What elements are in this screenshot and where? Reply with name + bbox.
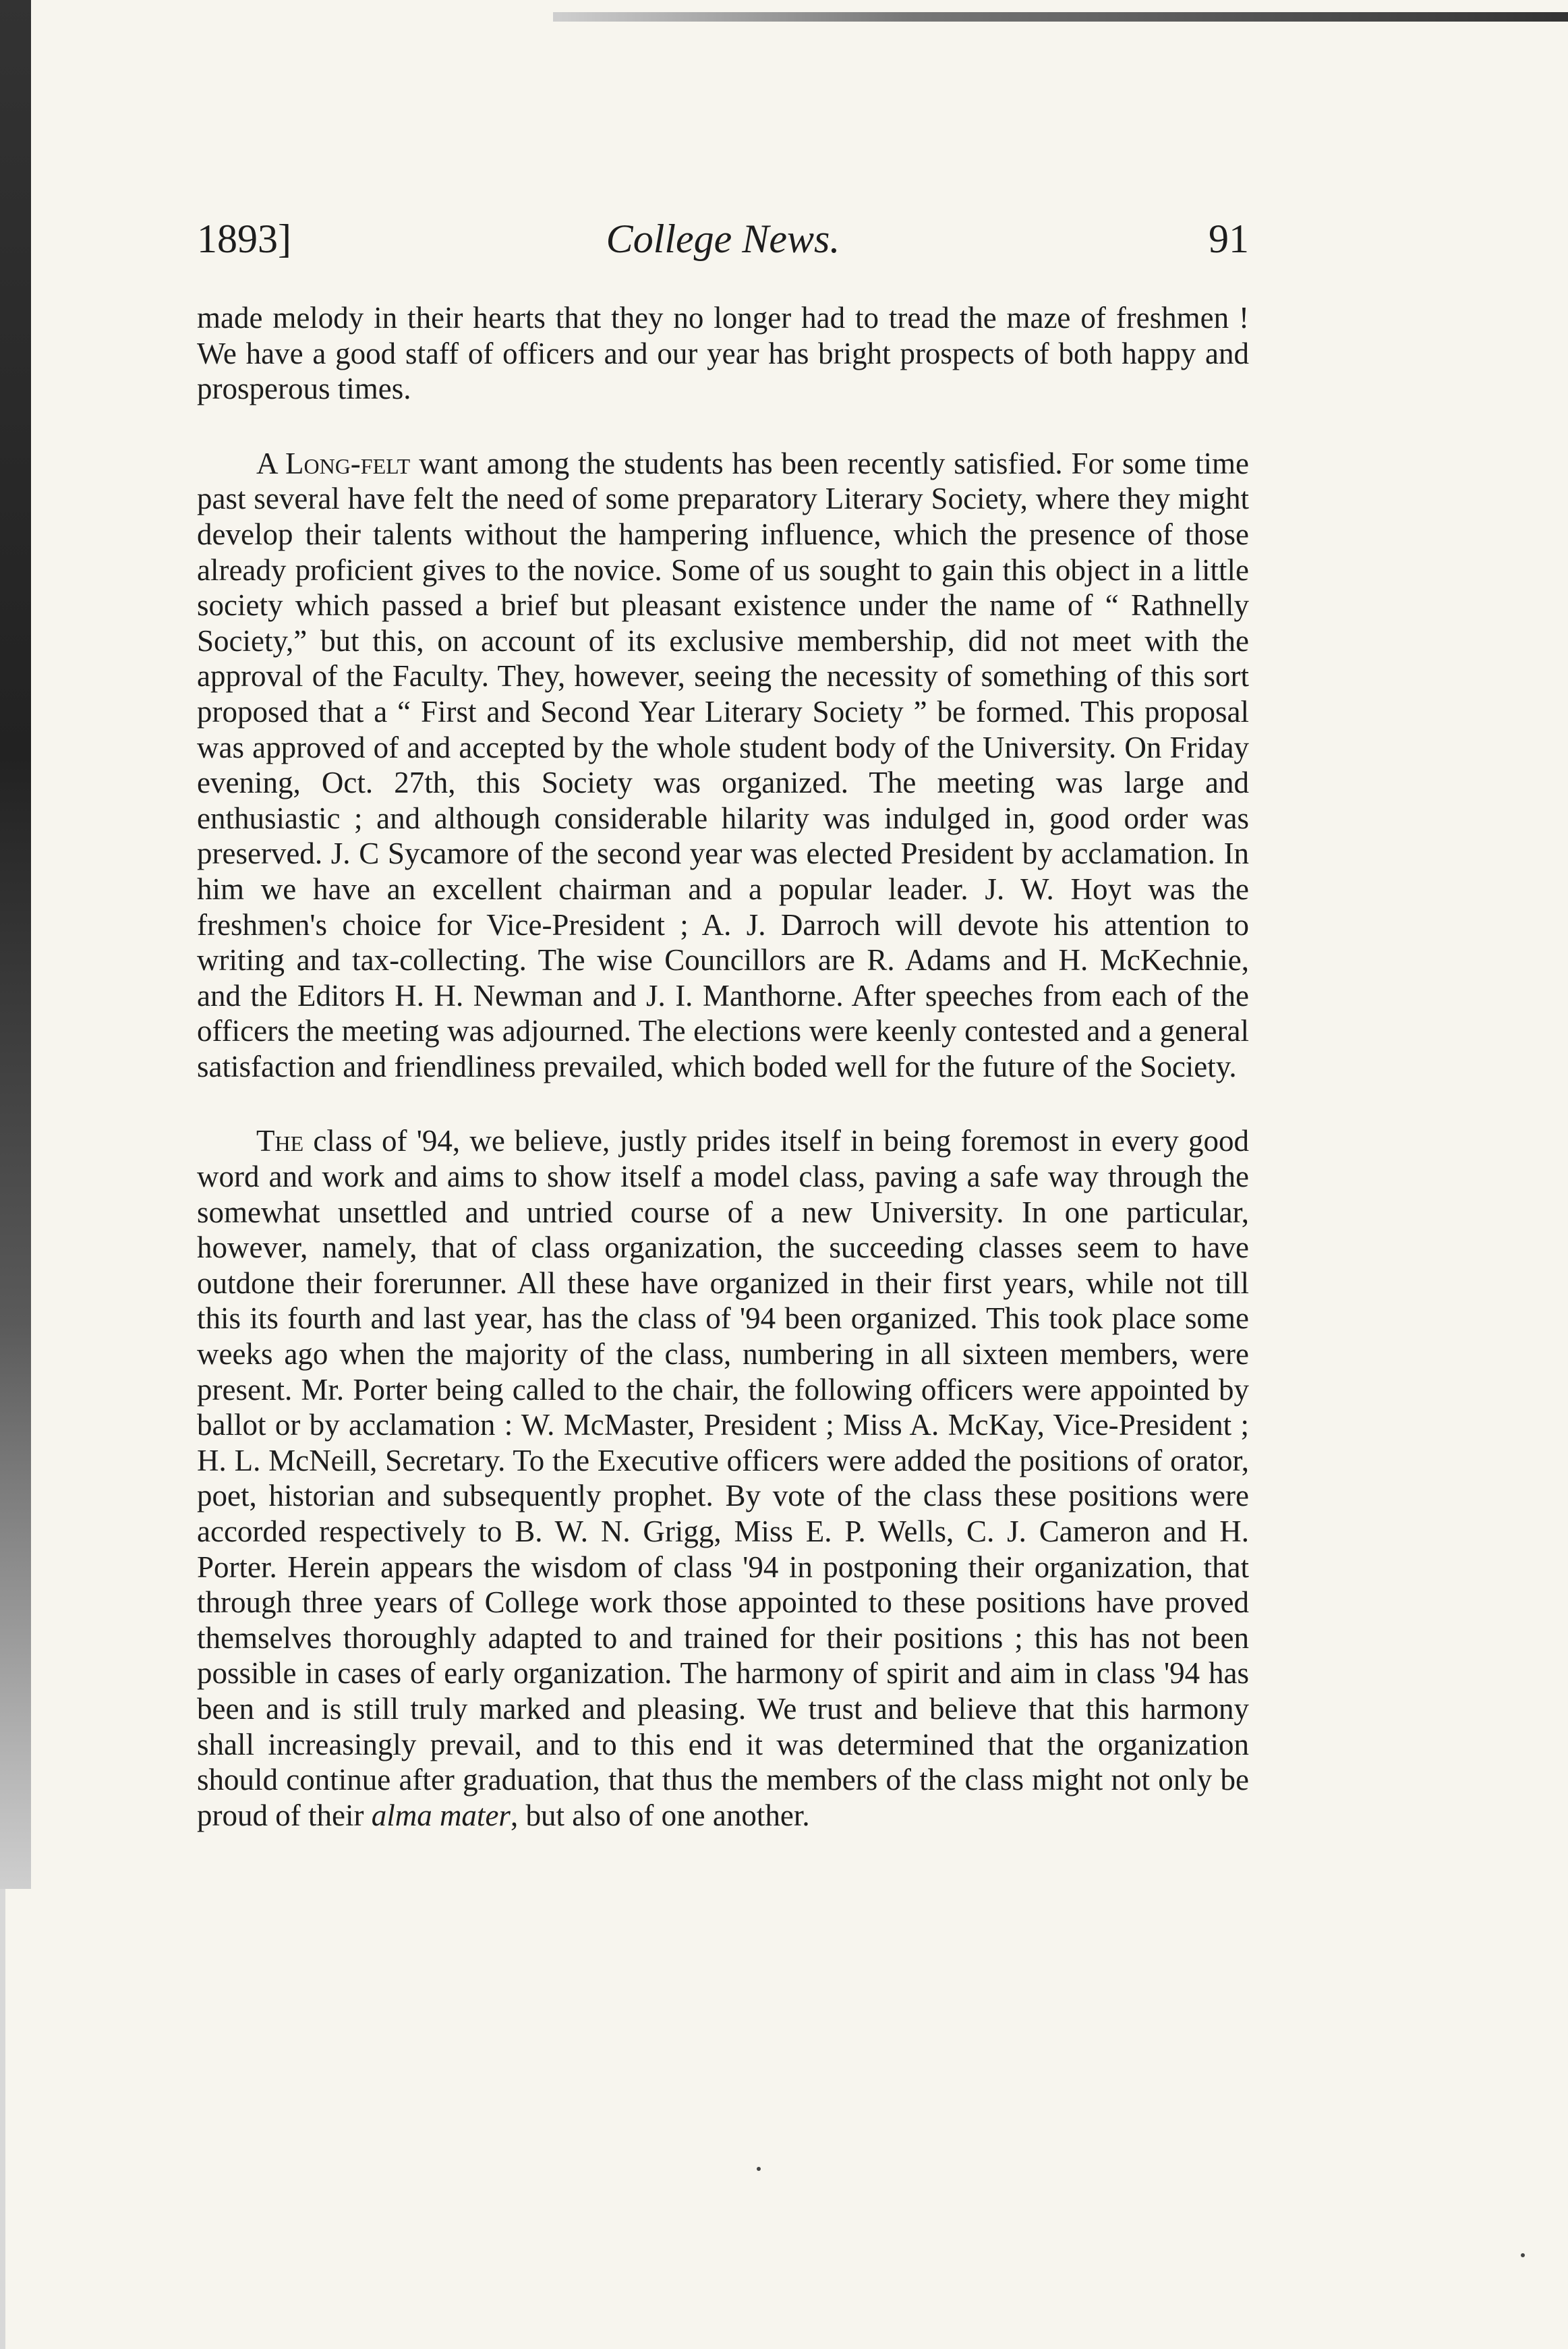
article-body (197, 300, 1249, 1833)
paragraph-text: want among the students has been recently satisfied. For some time past several have felt the need of some preparatory Literary Society, where they might develop their talents without the hampering influence, which the presence of those already proficient gives to the novice. Some of us sought to gain this object in a little society which passed a brief but pleasant existence under the name of “ Rathnelly Society,” but this, on account of its exclusive membership, did not meet with the approval of the Faculty. They, however, seeing the necessity of something of this sort proposed that a “ First and Second Year Literary Society ” be formed. This proposal was approved of and accepted by the whole student body of the University. On Friday evening, Oct. 27th, this Society was organized. The meeting was large and enthusiastic ; and although considerable hilarity was indulged in, good order was preserved. J. C Sycamore of the second year was elected President by acclamation. In him we have an excellent chairman and a popular leader. J. W. Hoyt was the freshmen's choice for Vice-President ; A. J. Darroch will devote his attention to writing and tax-collecting. The wise Councillors are R. Adams and H. McKechnie, and the Editors H. H. Newman and J. I. Manthorne. After speeches from each of the officers the meeting was adjourned. The elections were keenly contested and a general satisfaction and friendliness prevailed, which boded well for the future of the Society. (197, 446, 1249, 1083)
paragraph-lead: The (256, 1124, 304, 1158)
stray-ink-mark (757, 2167, 761, 2171)
page-binding-edge (0, 0, 31, 1889)
header-year: 1893] (197, 217, 291, 261)
page-header (197, 216, 1249, 277)
paragraph-class-94 (197, 1123, 1249, 1833)
running-title: College News. (606, 217, 840, 261)
paragraph-text: made melody in their hearts that they no longer had to tread the maze of freshmen ! We have a good staff of officers and our year has bright prospects of both happy and prosperous times. (197, 301, 1249, 406)
paragraph-lead: A Long-felt (256, 446, 411, 480)
stray-ink-mark (1521, 2253, 1525, 2257)
paragraph-text: class of '94, we believe, justly prides itself in being foremost in every good word and work and aims to show itself a model class, paving a safe way through the somewhat unsettled and untried course of a new University. In one particular, however, namely, that of class organization, the succeeding classes seem to have outdone their forerunner. All these have organized in their first years, while not till this its fourth and last year, has the class of '94 been organized. This took place some weeks ago when the majority of the class, numbering in all sixteen members, were present. Mr. Porter being called to the chair, the following officers were appointed by ballot or by acclamation : W. McMaster, President ; Miss A. McKay, Vice-President ; H. L. McNeill, Secretary. To the Executive officers were added the positions of orator, poet, historian and subsequently prophet. By vote of the class these positions were accorded respectively to B. W. N. Grigg, Miss E. P. Wells, C. J. Cameron and H. Porter. Herein appears the wisdom of class '94 in postponing their organization, that through three years of College work those appointed to these positions have proved themselves thoroughly adapted to and trained for their positions ; this has not been possible in cases of early organization. The harmony of spirit and aim in class '94 has been and is still truly marked and pleasing. We trust and believe that this harmony shall increasingly prevail, and to this end it was determined that the organization should continue after graduation, that thus the members of the class might not only be proud of their (197, 1124, 1249, 1832)
page-number: 91 (1209, 217, 1249, 261)
italic-alma-mater: alma mater (371, 1798, 511, 1832)
page-binding-edge-lower (0, 1889, 5, 2349)
top-border-rule (553, 12, 1568, 22)
paragraph-continuation (197, 300, 1249, 407)
paragraph-literary-society (197, 446, 1249, 1085)
paragraph-tail: , but also of one another. (510, 1798, 810, 1832)
